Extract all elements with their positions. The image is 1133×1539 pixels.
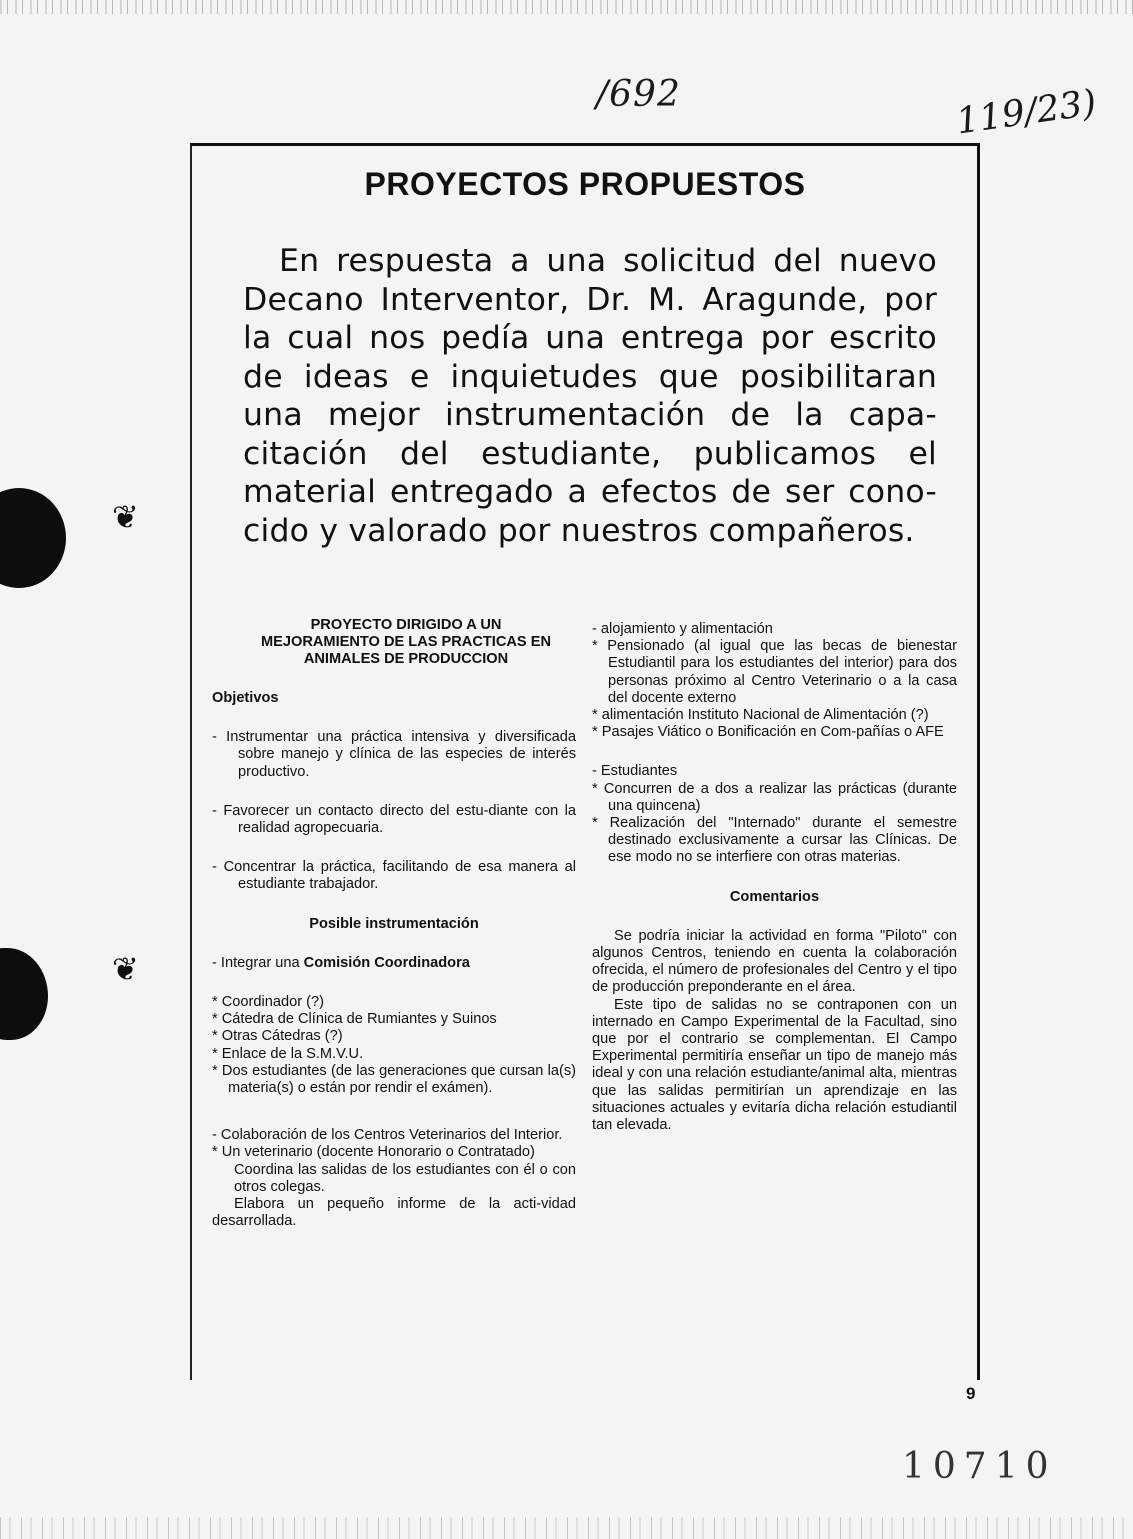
objetivos-heading: Objetivos [212,690,279,706]
comentario-paragraph: Este tipo de salidas no se contraponen con un internado en Campo Experimental de la Facultad, sino que por el contrario se complementan. El Campo Experimental permitiría enseñar un tipo de manejo más ideal y con una relación estudiante/animal alta, mientras que las salidas permitirían un aprendizaje en las situaciones actuales y evitaría dicha relación estudiantil tan elevada. [592,996,957,1134]
page-number: 9 [966,1384,976,1403]
comision-prefix: - Integrar una [212,954,304,971]
comision-item: * Enlace de la S.M.V.U. [212,1045,364,1062]
scan-noise-bottom [0,1517,1133,1539]
handwritten-number-top: /692 [596,74,681,115]
punch-hole-mark [0,948,48,1040]
comision-item: * Coordinador (?) [212,994,324,1011]
instrumentacion-heading: Posible instrumentación [309,915,479,932]
estudiantes-item: * Realización del "Internado" durante el semestre destinado exclusivamente a cursar las Clínicas. De ese modo no se interfiere con otras materias. [592,815,957,866]
objective-item: - Instrumentar una práctica intensiva y diversificada sobre manejo y clínica de las especies de interés productivo. [212,729,576,780]
stamped-number-bottom: 10710 [902,1446,1057,1487]
alojamiento-item: * alimentación Instituto Nacional de Alimentación (?) [592,707,929,724]
estudiantes-item: * Concurren de a dos a realizar las prácticas (durante una quincena) [592,780,957,814]
objective-item: - Favorecer un contacto directo del estu-diante con la realidad agropecuaria. [212,802,576,837]
right-column [592,621,957,1134]
project-title: PROYECTO DIRIGIDO A UN MEJORAMIENTO DE LAS PRACTICAS EN ANIMALES DE PRODUCCION [260,617,551,667]
comision-bold: Comisión Coordinadora [303,954,470,971]
objective-item: - Concentrar la práctica, facilitando de esa manera al estudiante trabajador. [212,859,576,893]
punch-hole-mark [0,488,66,588]
colaboracion-item: - Colaboración de los Centros Veterinarios del Interior. [212,1127,563,1144]
comision-line [212,955,576,972]
page-title: PROYECTOS PROPUESTOS [364,166,806,202]
alojamiento-heading: - alojamiento y alimentación [592,621,773,637]
comision-item: * Cátedra de Clínica de Rumiantes y Suinos [212,1011,497,1028]
comentario-paragraph: Se podría iniciar la actividad en forma "Piloto" con algunos Centros, teniendo en cuenta la colaboración ofrecida, el número de profesionales del Centro y el tipo de producción preponderante en el área. [592,927,957,996]
handwritten-reference-top-right: 119/23) [953,82,1099,143]
alojamiento-item: * Pensionado (al igual que las becas de bienestar Estudiantil para los estudiantes del interior) para dos personas próximo al Centro Veterinario o a la casa del docente externo [592,638,957,706]
alojamiento-item: * Pasajes Viático o Bonificación en Com-pañías o AFE [592,724,944,741]
left-column [212,617,576,1230]
ink-blot-icon: ❦ [112,950,139,988]
scan-noise-top [0,0,1133,14]
comentarios-heading: Comentarios [729,888,820,905]
intro-paragraph: En respuesta a una solicitud del nuevo Decano Interventor, Dr. M. Aragunde, por la cual nos pedía una entrega por escrito de ideas e inquietudes que posibilitaran una mejor instrumentación de la capa-citación del estudiante, publicamos el material entregado a efectos de ser cono-cido y valorado por nuestros compañeros. [243,243,937,549]
coordina-text: Coordina las salidas de los estudiantes con él o con otros colegas. [234,1161,576,1195]
estudiantes-heading: - Estudiantes [592,763,678,780]
comision-item: * Dos estudiantes (de las generaciones que cursan la(s) materia(s) o están por rendir el exámen). [212,1062,576,1097]
ink-blot-icon: ❦ [112,498,139,536]
comision-item: * Otras Cátedras (?) [212,1028,343,1045]
veterinario-item: * Un veterinario (docente Honorario o Contratado) [212,1144,535,1161]
elabora-text: Elabora un pequeño informe de la acti-vidad desarrollada. [212,1196,576,1230]
